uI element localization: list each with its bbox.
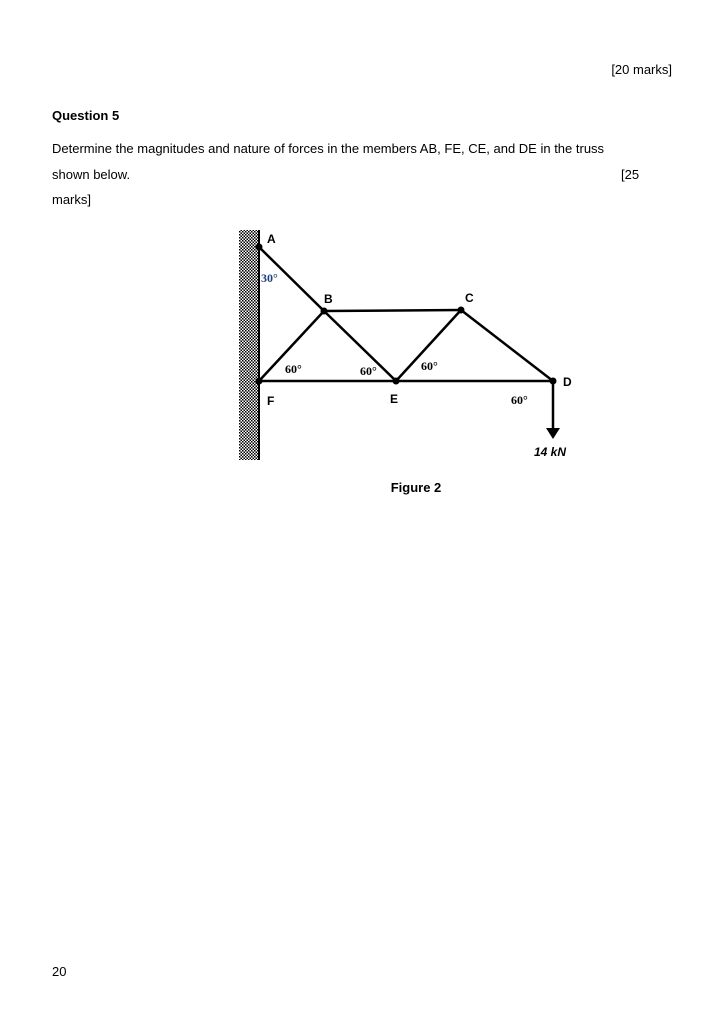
load-label: 14 kN	[534, 445, 567, 459]
node-label-E: E	[390, 392, 399, 406]
question-text-line-1: Determine the magnitudes and nature of forces in the members AB, FE, CE, and DE in the truss	[52, 141, 605, 156]
angle-label-A: 30°	[261, 271, 278, 285]
node-label-D: D	[563, 375, 572, 389]
joint-C	[458, 307, 465, 314]
wall-support	[239, 230, 259, 460]
angle-label-E-left: 60°	[360, 364, 377, 378]
joint-F	[256, 378, 263, 385]
header-marks: [20 marks]	[611, 62, 672, 77]
angle-label-F: 60°	[285, 362, 302, 376]
member-CD	[461, 310, 553, 381]
truss-diagram	[230, 225, 590, 470]
truss-figure	[230, 225, 590, 470]
question-text-line-3: marks]	[52, 192, 91, 207]
question-text-line-2: shown below.	[52, 167, 131, 182]
node-label-C: C	[465, 291, 474, 305]
joint-E	[393, 378, 400, 385]
load-arrow-head	[546, 428, 560, 439]
angle-label-E-right: 60°	[421, 359, 438, 373]
joint-A	[256, 244, 263, 251]
joint-B	[321, 308, 328, 315]
question-marks-fragment: [25	[621, 167, 640, 182]
question-title: Question 5	[52, 108, 120, 123]
page-number: 20	[52, 964, 67, 979]
node-label-F: F	[267, 394, 275, 408]
angle-label-D: 60°	[511, 393, 528, 407]
node-label-B: B	[324, 292, 333, 306]
figure-caption: Figure 2	[390, 480, 442, 495]
node-label-A: A	[267, 232, 276, 246]
member-BC	[324, 310, 461, 311]
